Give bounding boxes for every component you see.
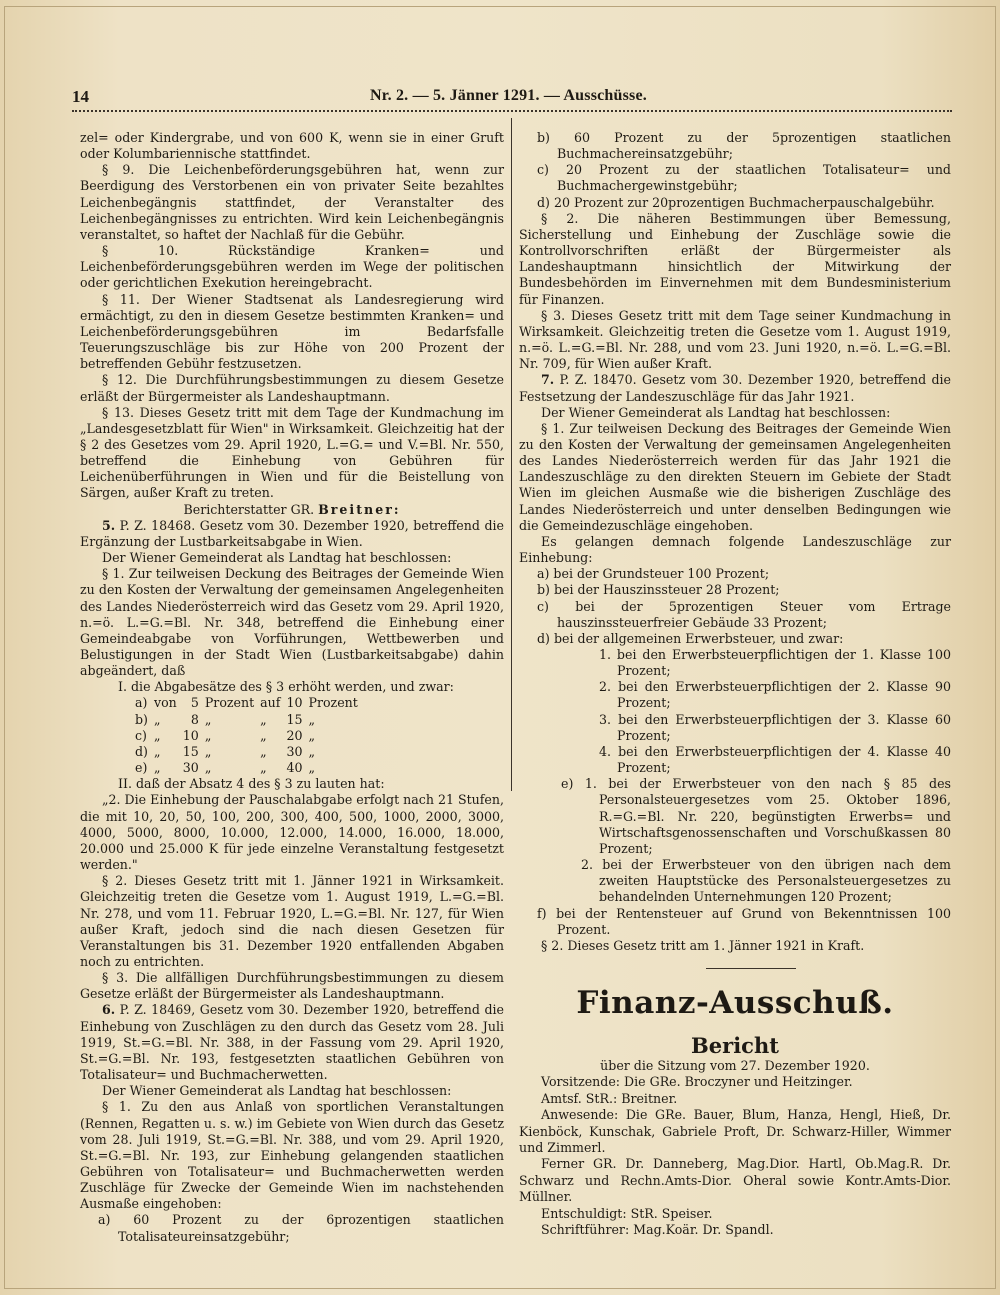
item-text: P. Z. 18469, Gesetz vom 30. Dezember 1920, betreffend die Einhebung von Zuschlägen zu den durch das Gesetz vom 28. Juli 1919, St.=G.=Bl. Nr. 388, in der Fassung vom 29. April 1920, St.=G.=Bl. Nr. 193, festgesetzten staatlichen Gebühren von Totalisateur= und Buchmacherwetten. <box>80 1002 504 1083</box>
column-divider <box>511 136 512 791</box>
rate-cell: 15 <box>286 711 303 727</box>
reporter-name: Breitner: <box>318 501 401 517</box>
item-text: P. Z. 18468. Gesetz vom 30. Dezember 1920, betreffend die Ergänzung der Lustbarkeitsabgabe in Wien. <box>80 517 504 549</box>
amtsf: Amtsf. StR.: Breitner. <box>541 1090 678 1106</box>
rate-cell: „ <box>204 727 212 743</box>
paragraph: § 3. Dieses Gesetz tritt mit dem Tage seiner Kundmachung in Wirksamkeit. Gleichzeitig treten die Gesetze vom 1. August 1919, n.=ö. L.=G.=Bl. Nr. 288, und vom 23. Juni 1920, n.=ö. L.=G.=Bl. Nr. 709, für Wien außer Kraft. <box>519 307 951 372</box>
rate-cell: „ <box>308 743 316 759</box>
section-separator <box>706 968 796 969</box>
paragraph: Der Wiener Gemeinderat als Landtag hat beschlossen: <box>102 550 452 566</box>
list-item: d) 20 Prozent zur 20prozentigen Buchmacherpauschalgebühr. <box>537 194 935 210</box>
rate-cell: 10 <box>286 695 303 711</box>
rate-cell: e) <box>135 760 148 776</box>
list-item: b) 60 Prozent zu der 5prozentigen staatlichen Buchmachereinsatzgebühr; <box>537 130 951 162</box>
paragraph: § 10. Rückständige Kranken= und Leichenbeförderungsgebühren werden im Wege der politischen oder gerichtlichen Exekution hereingebracht. <box>80 243 504 291</box>
running-title: Nr. 2. — 5. Jänner 1291. — Ausschüsse. <box>370 87 647 104</box>
list-item: f) bei der Rentensteuer auf Grund von Bekenntnissen 100 Prozent. <box>537 905 951 937</box>
rate-cell: 30 <box>182 760 199 776</box>
rate-cell: 15 <box>182 743 199 759</box>
meeting-info <box>519 1058 951 1238</box>
rate-cell: b) <box>135 711 148 727</box>
rate-row <box>135 695 364 711</box>
rate-cell: „ <box>308 727 316 743</box>
excused: Entschuldigt: StR. Speiser. <box>541 1205 713 1221</box>
rate-cell: „ <box>204 743 212 759</box>
list-item: e) 1. bei der Erwerbsteuer von den nach § 85 des Personalsteuergesetzes vom 25. Oktober 1896, R.=G.=Bl. Nr. 220, begünstigten Erwerbs= und Wirtschaftsgenossenschaften und Vorschußkassen 80 Prozent; <box>561 776 951 856</box>
rate-cell: c) <box>135 727 147 743</box>
rate-row <box>135 712 364 728</box>
rate-cell: „ <box>260 727 267 743</box>
left-column <box>80 130 504 1245</box>
rate-cell: „ <box>153 727 161 743</box>
rate-cell: „ <box>204 711 212 727</box>
list-item: 3. bei den Erwerbsteuerpflichtigen der 3. Klasse 60 Prozent; <box>599 711 951 743</box>
rate-cell: 30 <box>286 743 303 759</box>
rate-cell: von <box>153 695 177 711</box>
paragraph: § 13. Dieses Gesetz tritt mit dem Tage der Kundmachung im „Landesgesetzblatt für Wien" in Wirksamkeit. Gleichzeitig hat der § 2 des Gesetzes vom 29. April 1920, L.=G.= und V.=Bl. Nr. 550, betreffend die Einhebung von Gebühren für Leichenüberführungen in Wien und für die Beistellung von Särgen, außer Kraft zu treten. <box>80 404 504 501</box>
paragraph: § 3. Die allfälligen Durchführungsbestimmungen zu diesem Gesetze erläßt der Bürgermeister als Landeshauptmann. <box>80 970 504 1002</box>
paragraph: § 2. Dieses Gesetz tritt am 1. Jänner 1921 in Kraft. <box>541 937 865 953</box>
paragraph: § 1. Zu den aus Anlaß von sportlichen Veranstaltungen (Rennen, Regatten u. s. w.) im Gebiete von Wien durch das Gesetz vom 28. Juli 1919, St.=G.=Bl. Nr. 388, und vom 29. April 1920, St.=G.=Bl. Nr. 193, zur Einhebung gelangenden staatlichen Gebühren von Totalisateur= und Buchmacherwetten werden Zuschläge für Zwecke der Gemeinde Wien im nachstehenden Ausmaße eingehoben: <box>80 1099 504 1212</box>
rate-cell: „ <box>260 743 267 759</box>
section-subtitle: Bericht <box>691 1033 779 1058</box>
rate-cell: d) <box>135 743 148 759</box>
item-5-heading <box>80 518 504 550</box>
rate-cell: 20 <box>286 727 303 743</box>
item-text: P. Z. 18470. Gesetz vom 30. Dezember 1920, betreffend die Festsetzung der Landeszuschläge für das Jahr 1921. <box>519 372 951 404</box>
rate-cell: „ <box>260 760 267 776</box>
item-number: 7. <box>541 372 555 388</box>
paragraph: „2. Die Einhebung der Pauschalabgabe erfolgt nach 21 Stufen, die mit 10, 20, 50, 100, 200, 300, 400, 500, 1000, 2000, 3000, 4000, 5000, 8000, 10.000, 12.000, 14.000, 16.000, 18.000, 20.000 und 25.000 K für jede einzelne Veranstaltung festgesetzt werden." <box>80 792 504 873</box>
list-item: c) bei der 5prozentigen Steuer vom Ertrage hauszinssteuerfreier Gebäude 33 Prozent; <box>537 598 951 630</box>
item-7-heading <box>519 372 951 404</box>
list-item: a) 60 Prozent zu der 6prozentigen staatlichen Totalisateureinsatzgebühr; <box>98 1212 504 1244</box>
right-column <box>519 130 951 954</box>
paragraph: § 2. Die näheren Bestimmungen über Bemessung, Sicherstellung und Einhebung der Zuschläge sowie die Kontrollvorschriften erläßt der Bürgermeister als Landeshauptmann hinsichtlich der Mitwirkung der Bundesbehörden im Einvernehmen mit dem Bundesministerium für Finanzen. <box>519 210 951 307</box>
meeting-date: über die Sitzung vom 27. Dezember 1920. <box>600 1058 870 1073</box>
rates-table <box>135 695 364 776</box>
list-item: 2. bei den Erwerbsteuerpflichtigen der 2. Klasse 90 Prozent; <box>599 679 951 711</box>
rate-row <box>135 760 364 776</box>
rate-cell: 10 <box>182 727 199 743</box>
paragraph: § 1. Zur teilweisen Deckung des Beitrages der Gemeinde Wien zu den Kosten der Verwaltung der gemeinsamen Angelegenheiten des Landes Niederösterreich wird das Gesetz vom 29. April 1920, n.=ö. L.=G.=Bl. Nr. 348, betreffend die Einhebung einer Gemeindeabgabe von Vorführungen, Wettbewerben und Belustigungen in der Stadt Wien (Lustbarkeitsabgabe) dahin abgeändert, daß <box>80 566 504 679</box>
list-item: c) 20 Prozent zu der staatlichen Totalisateur= und Buchmachergewinstgebühr; <box>537 162 951 194</box>
rate-row <box>135 728 364 744</box>
rate-cell: „ <box>153 743 161 759</box>
list-item: a) bei der Grundsteuer 100 Prozent; <box>537 566 770 582</box>
rate-cell: „ <box>204 760 212 776</box>
header-rule <box>72 110 952 115</box>
list-item: b) bei der Hauszinssteuer 28 Prozent; <box>537 582 780 598</box>
list-item: 1. bei den Erwerbsteuerpflichtigen der 1. Klasse 100 Prozent; <box>599 647 951 679</box>
rate-cell: „ <box>153 760 161 776</box>
paragraph: zel= oder Kindergrabe, und von 600 K, wenn sie in einer Gruft oder Kolumbariennische stattfindet. <box>80 130 504 162</box>
paragraph: § 9. Die Leichenbeförderungsgebühren hat, wenn zur Beerdigung des Verstorbenen ein von privater Seite bezahltes Leichenbegängnis stattfindet, der Veranstalter des Leichenbegängnisses zu entrichten. Wird kein Leichenbegängnis veranstaltet, so haftet der Nachlaß für die Gebühr. <box>80 162 504 242</box>
list-item: d) bei der allgemeinen Erwerbsteuer, und zwar: <box>537 630 844 646</box>
page-header <box>72 85 952 107</box>
list-item: 4. bei den Erwerbsteuerpflichtigen der 4. Klasse 40 Prozent; <box>599 743 951 776</box>
paragraph: Es gelangen demnach folgende Landeszuschläge zur Einhebung: <box>519 533 951 566</box>
further-attendees: Ferner GR. Dr. Danneberg, Mag.Dior. Hartl, Ob.Mag.R. Dr. Schwarz und Rechn.Amts-Dior. Oheral sowie Kontr.Amts-Dior. Müllner. <box>519 1156 951 1205</box>
reporter-prefix: Berichterstatter GR. <box>183 501 319 517</box>
paragraph: § 11. Der Wiener Stadtsenat als Landesregierung wird ermächtigt, zu den in diesem Gesetze bestimmten Kranken= und Leichenbeförderungsgebühren im Bedarfsfalle Teuerungszuschläge bis zur Höhe von 200 Prozent der betreffenden Gebühr festzusetzen. <box>80 291 504 372</box>
paragraph: I. die Abgabesätze des § 3 erhöht werden, und zwar: <box>118 679 454 695</box>
paragraph: II. daß der Absatz 4 des § 3 zu lauten hat: <box>118 776 385 792</box>
rate-cell: „ <box>308 760 316 776</box>
attendees: Anwesende: Die GRe. Bauer, Blum, Hanza, Hengl, Hieß, Dr. Kienböck, Kunschak, Gabriele Proft, Dr. Schwarz-Hiller, Wimmer und Zimmerl. <box>519 1107 951 1156</box>
paragraph: § 12. Die Durchführungsbestimmungen zu diesem Gesetze erläßt der Bürgermeister als Landeshauptmann. <box>80 372 504 404</box>
item-number: 5. <box>102 517 116 533</box>
rate-row <box>135 744 364 760</box>
rate-cell: 40 <box>286 760 303 776</box>
paragraph: § 2. Dieses Gesetz tritt mit 1. Jänner 1921 in Wirksamkeit. Gleichzeitig treten die Gesetze vom 1. August 1919, L.=G.=Bl. Nr. 278, und vom 11. Februar 1920, L.=G.=Bl. Nr. 127, für Wien außer Kraft, jedoch sind die nach diesen Gesetzen für Veranstaltungen bis 31. Dezember 1920 entfallenden Abgaben noch zu entrichten. <box>80 873 504 969</box>
rate-cell: „ <box>260 711 267 727</box>
rate-cell: Prozent <box>204 695 255 711</box>
item-6-heading <box>80 1002 504 1083</box>
column-divider-top <box>511 118 512 138</box>
chairs: Vorsitzende: Die GRe. Broczyner und Heitzinger. <box>541 1074 853 1090</box>
paragraph: Der Wiener Gemeinderat als Landtag hat beschlossen: <box>102 1083 452 1099</box>
rate-cell: „ <box>308 711 316 727</box>
secretary: Schriftführer: Mag.Koär. Dr. Spandl. <box>541 1222 774 1238</box>
page-number: 14 <box>72 87 89 106</box>
item-number: 6. <box>102 1002 116 1018</box>
rate-cell: Prozent <box>308 695 358 711</box>
section-title: Finanz-Ausschuß. <box>576 985 894 1021</box>
rate-cell: 5 <box>190 695 199 711</box>
rate-cell: auf <box>260 695 281 711</box>
paragraph: Der Wiener Gemeinderat als Landtag hat beschlossen: <box>541 404 891 420</box>
rate-cell: a) <box>135 695 148 711</box>
rate-cell: 8 <box>190 711 199 727</box>
list-item: 2. bei der Erwerbsteuer von den übrigen nach dem zweiten Hauptstücke des Personalsteuergesetzes zu behandelnden Unternehmungen 120 Prozent; <box>581 857 951 905</box>
rate-cell: „ <box>153 711 161 727</box>
paragraph: § 1. Zur teilweisen Deckung des Beitrages der Gemeinde Wien zu den Kosten der Verwaltung der gemeinsamen Angelegenheiten des Landes Niederösterreich werden für das Jahr 1921 die Landeszuschläge zu den direkten Steuern im Gebiete der Stadt Wien im gleichen Ausmaße wie die bisherigen Zuschläge des Landes Niederösterreich und unter denselben Bedingungen wie die Gemeindezuschläge eingehoben. <box>519 420 951 533</box>
reporter-line <box>80 502 504 518</box>
